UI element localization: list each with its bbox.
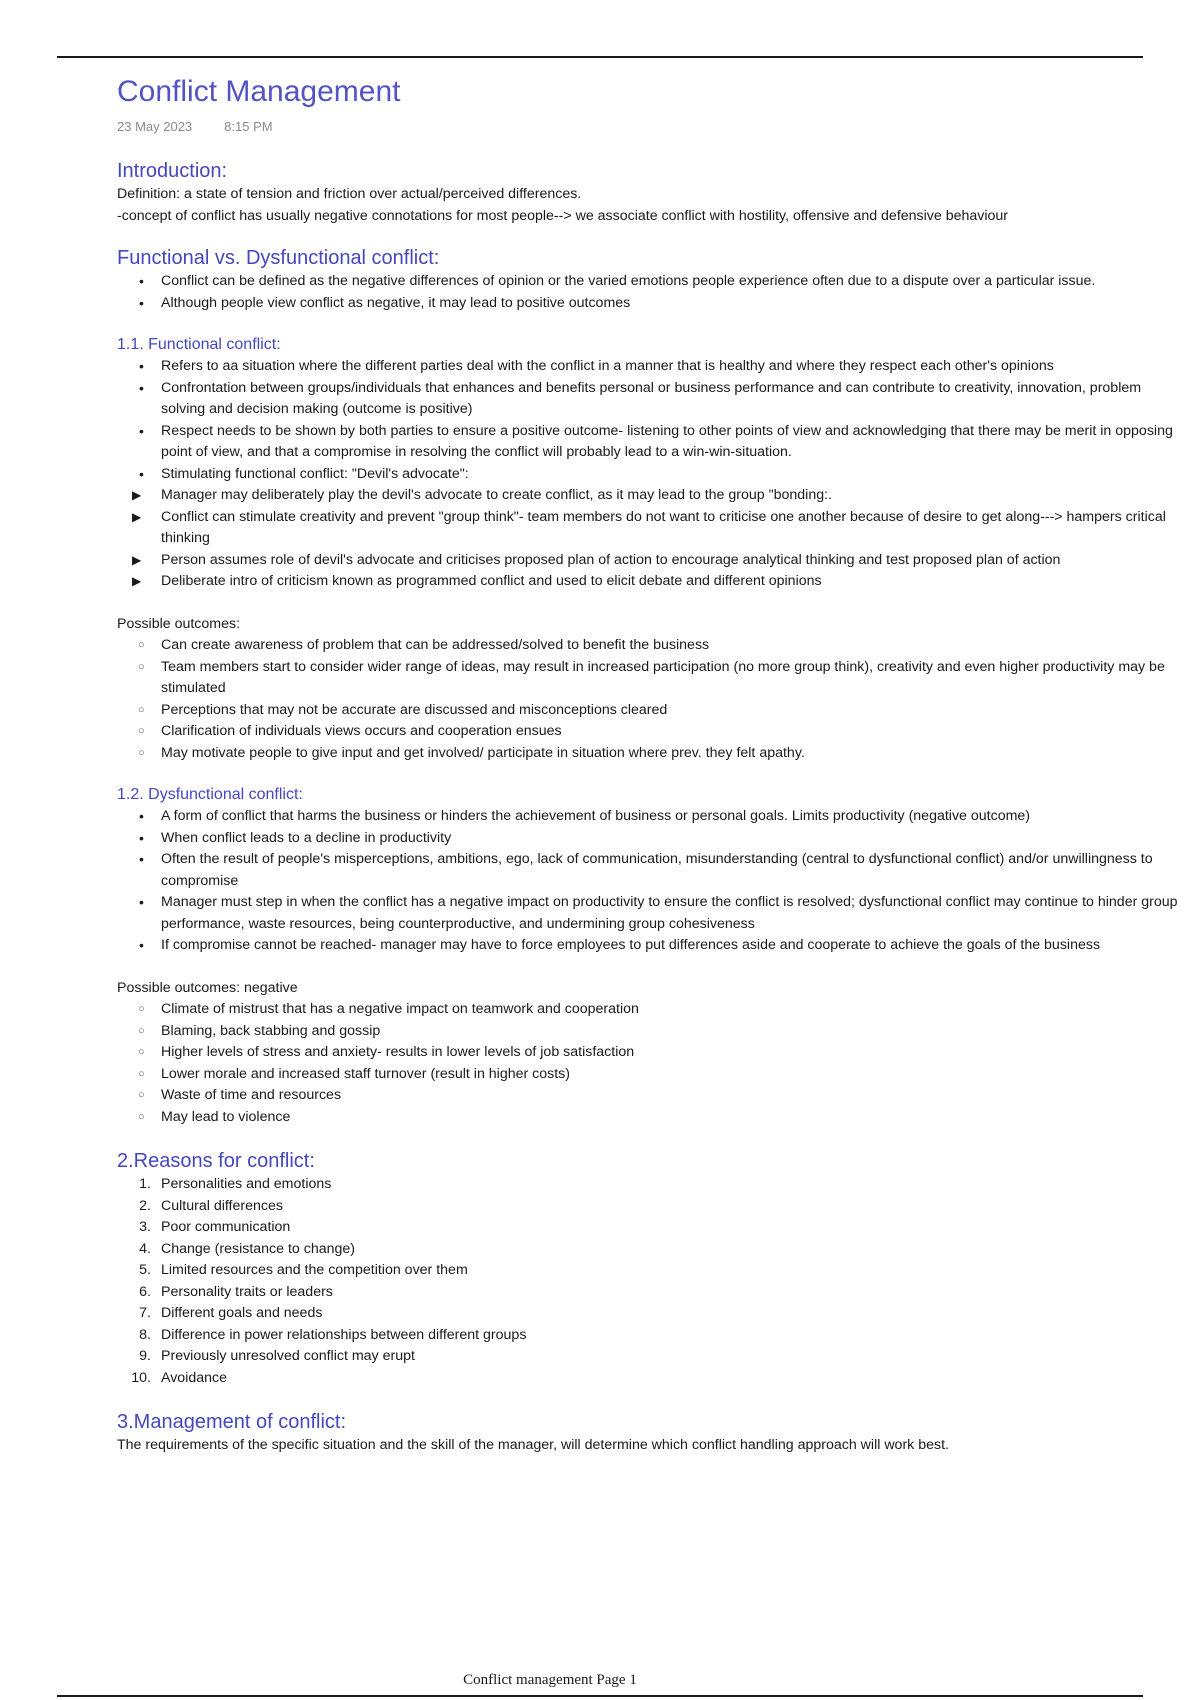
list-item: • Conflict can be defined as the negative differences of opinion or the varied emotions people experience often due to a dispute over a particular issue. xyxy=(117,271,1187,293)
circle-bullet-icon: ○ xyxy=(138,1024,145,1037)
intro-concept: -concept of conflict has usually negative connotations for most people--> we associate conflict with hostility, offensive and defensive behaviour xyxy=(117,207,1009,224)
arrow-icon: ▶ xyxy=(132,488,142,502)
list-item: 1. Personalities and emotions xyxy=(117,1174,1187,1196)
circle-bullet-icon: ○ xyxy=(138,660,145,673)
functional-list xyxy=(117,356,1187,593)
circle-bullet-icon: ○ xyxy=(138,746,145,759)
list-item: ○ Higher levels of stress and anxiety- results in lower levels of job satisfaction xyxy=(117,1042,1187,1064)
top-rule xyxy=(57,56,1143,58)
list-item: ▶ Person assumes role of devil's advocate and criticises proposed plan of action to encourage analytical thinking and test proposed plan of action xyxy=(117,550,1187,572)
list-item: 8. Difference in power relationships between different groups xyxy=(117,1325,1187,1347)
bullet-marker: • xyxy=(139,808,144,824)
bullet-marker: • xyxy=(139,829,144,846)
list-item: ▶ Deliberate intro of criticism known as programmed conflict and used to elicit debate and different opinions xyxy=(117,571,1187,593)
list-item: ○ Climate of mistrust that has a negative impact on teamwork and cooperation xyxy=(117,999,1187,1021)
list-number: 5. xyxy=(139,1262,151,1278)
circle-bullet-icon: ○ xyxy=(138,725,145,737)
list-item: ○ May motivate people to give input and get involved/ participate in situation where prev. they felt apathy. xyxy=(117,743,1187,765)
bullet-marker: • xyxy=(139,422,144,439)
list-item: • Refers to aa situation where the different parties deal with the conflict in a manner that is healthy and where they respect each other's opinions xyxy=(117,356,1187,378)
bullet-marker: • xyxy=(139,937,144,953)
list-item: ○ Lower morale and increased staff turnover (result in higher costs) xyxy=(117,1064,1187,1086)
functional-vs-heading: Functional vs. Dysfunctional conflict: xyxy=(117,247,440,269)
list-item: 9. Previously unresolved conflict may erupt xyxy=(117,1346,1187,1368)
functional-heading: 1.1. Functional conflict: xyxy=(117,336,281,353)
list-item: ○ Perceptions that may not be accurate are discussed and misconceptions cleared xyxy=(117,700,1187,722)
list-item: ○ May lead to violence xyxy=(117,1107,1187,1129)
page-time: 8:15 PM xyxy=(224,119,273,134)
intro-definition: Definition: a state of tension and friction over actual/perceived differences. xyxy=(117,186,582,202)
list-item: 10. Avoidance xyxy=(117,1368,1187,1390)
dysfunctional-outcomes-label: Possible outcomes: negative xyxy=(117,979,298,996)
arrow-icon: ▶ xyxy=(132,574,142,588)
list-item: 5. Limited resources and the competition over them xyxy=(117,1260,1187,1282)
dysfunctional-heading: 1.2. Dysfunctional conflict: xyxy=(117,786,303,803)
list-item: • A form of conflict that harms the business or hinders the achievement of business or personal goals. Limits productivity (negative outcome) xyxy=(117,806,1187,828)
circle-bullet-icon: ○ xyxy=(138,1046,145,1058)
page-title: Conflict Management xyxy=(117,75,401,108)
list-item: 7. Different goals and needs xyxy=(117,1303,1187,1325)
dysfunctional-list xyxy=(117,806,1187,957)
page-footer: Conflict management Page 1 xyxy=(463,1672,637,1688)
list-item: 3. Poor communication xyxy=(117,1217,1187,1239)
list-item: • If compromise cannot be reached- manager may have to force employees to put differences aside and cooperate to achieve the goals of the business xyxy=(117,935,1187,957)
list-number: 3. xyxy=(139,1219,151,1235)
list-number: 2. xyxy=(139,1197,151,1214)
bullet-marker: • xyxy=(139,294,144,311)
note-page xyxy=(117,70,1187,1457)
circle-bullet-icon: ○ xyxy=(138,639,145,651)
bullet-marker: • xyxy=(139,465,144,482)
list-item: ○ Clarification of individuals views occurs and cooperation ensues xyxy=(117,721,1187,743)
bottom-rule xyxy=(57,1695,1143,1697)
bullet-marker: • xyxy=(139,851,144,867)
list-number: 10. xyxy=(131,1369,151,1386)
list-number: 4. xyxy=(139,1240,151,1257)
page-date: 23 May 2023 xyxy=(117,119,193,134)
list-item: • Manager must step in when the conflict has a negative impact on productivity to ensure the conflict is resolved; dysfunctional conflict may continue to hinder group performance, waste resources, being counterproductive, and undermining group cohesiveness xyxy=(139,894,1178,932)
management-heading: 3.Management of conflict: xyxy=(117,1411,347,1433)
circle-bullet-icon: ○ xyxy=(138,703,145,716)
bullet-marker: • xyxy=(139,379,144,396)
list-item: ▶ Manager may deliberately play the devil's advocate to create conflict, as it may lead to the group "bonding:. xyxy=(117,485,1187,507)
bullet-marker: • xyxy=(139,894,144,910)
list-item: • Although people view conflict as negative, it may lead to positive outcomes xyxy=(117,293,1187,315)
dysfunctional-outcomes-list xyxy=(117,999,1187,1128)
list-number: 9. xyxy=(139,1348,151,1364)
reasons-heading: 2.Reasons for conflict: xyxy=(117,1150,315,1172)
functional-vs-list xyxy=(117,271,1187,314)
list-item: 2. Cultural differences xyxy=(117,1196,1187,1218)
circle-bullet-icon: ○ xyxy=(138,1110,145,1123)
management-text: The requirements of the specific situation and the skill of the manager, will determine which conflict handling approach will work best. xyxy=(117,1437,949,1453)
list-number: 1. xyxy=(139,1176,151,1192)
list-item: • Respect needs to be shown by both parties to ensure a positive outcome- listening to other points of view and acknowledging that there may be merit in opposing point of view, and that a compromise in resolving the conflict will probably lead to a win-win-situation. xyxy=(139,422,1173,460)
list-item: • Often the result of people's misperceptions, ambitions, ego, lack of communication, misunderstanding (central to dysfunctional conflict) and/or unwillingness to compromise xyxy=(139,851,1153,889)
list-item: ○ Team members start to consider wider range of ideas, may result in increased participation (no more group think), creativity and even higher productivity may be stimulated xyxy=(138,658,1165,696)
list-item: ○ Blaming, back stabbing and gossip xyxy=(117,1021,1187,1043)
page-meta xyxy=(117,118,1187,136)
list-item: ○ Waste of time and resources xyxy=(117,1085,1187,1107)
list-item: • Stimulating functional conflict: "Devil's advocate": xyxy=(117,464,1187,486)
arrow-icon: ▶ xyxy=(132,552,142,567)
intro-heading: Introduction: xyxy=(117,160,228,182)
list-item: ▶ Conflict can stimulate creativity and prevent "group think"- team members do not want to criticise one another because of desire to get along---> hampers critical thinking xyxy=(132,508,1166,546)
list-item: • When conflict leads to a decline in productivity xyxy=(117,828,1187,850)
reasons-list xyxy=(117,1174,1187,1389)
list-number: 7. xyxy=(139,1305,151,1321)
bullet-marker: • xyxy=(139,273,144,289)
circle-bullet-icon: ○ xyxy=(138,1003,145,1015)
functional-outcomes-list xyxy=(117,635,1187,764)
list-item: 6. Personality traits or leaders xyxy=(117,1282,1187,1304)
list-item: 4. Change (resistance to change) xyxy=(117,1239,1187,1261)
functional-outcomes-label: Possible outcomes: xyxy=(117,615,241,632)
list-item: • Confrontation between groups/individuals that enhances and benefits personal or business performance and can contribute to creativity, innovation, problem solving and decision making (outcome is positive) xyxy=(139,379,1142,417)
list-number: 6. xyxy=(139,1283,151,1300)
circle-bullet-icon: ○ xyxy=(138,1067,145,1080)
list-number: 8. xyxy=(139,1326,151,1343)
list-item: ○ Can create awareness of problem that can be addressed/solved to benefit the business xyxy=(117,635,1187,657)
bullet-marker: • xyxy=(139,358,144,374)
circle-bullet-icon: ○ xyxy=(138,1089,145,1101)
arrow-icon: ▶ xyxy=(132,509,142,524)
